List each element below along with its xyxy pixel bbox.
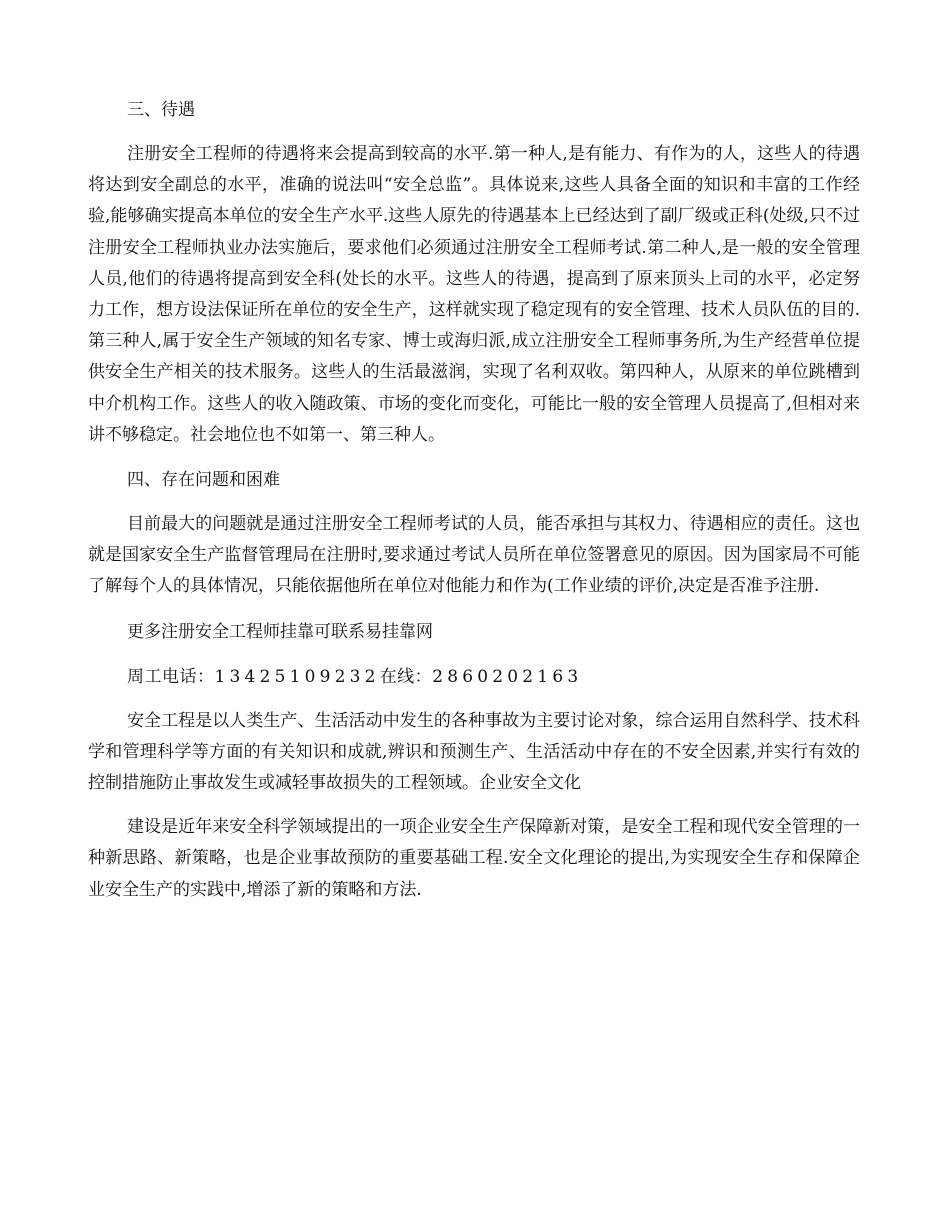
section-4-paragraph: 目前最大的问题就是通过注册安全工程师考试的人员，能否承担与其权力、待遇相应的责任。这也就是国家安全生产监督管理局在注册时,要求通过考试人员所在单位签署意见的原因。因为国家局不可能了解每个人的具体情况，只能依据他所在单位对他能力和作为(工作业绩的评价,决定是否准予注册.	[88, 514, 860, 597]
contact-line	[88, 661, 860, 693]
section-4-heading: 四、存在问题和困难	[127, 470, 280, 491]
document-page	[88, 94, 860, 919]
online-number: 2860202163	[432, 666, 583, 687]
body-paragraph-1: 安全工程是以人类生产、生活活动中发生的各种事故为主要讨论对象，综合运用自然科学、技术科学和管理科学等方面的有关知识和成就,辨识和预测生产、生活活动中存在的不安全因素,并实行有效的控制措施防止事故发生或减轻事故损失的工程领域。企业安全文化	[88, 710, 860, 794]
section-3-paragraph: 注册安全工程师的待遇将来会提高到较高的水平.第一种人,是有能力、有作为的人，这些人的待遇将达到安全副总的水平，准确的说法叫“安全总监”。具体说来,这些人具备全面的知识和丰富的工作经验,能够确实提高本单位的安全生产水平.这些人原先的待遇基本上已经达到了副厂级或正科(处级,只不过注册安全工程师执业办法实施后，要求他们必须通过注册安全工程师考试.第二种人,是一般的安全管理人员,他们的待遇将提高到安全科(处长的水平。这些人的待遇，提高到了原来顶头上司的水平，必定努力工作，想方设法保证所在单位的安全生产，这样就实现了稳定现有的安全管理、技术人员队伍的目的.第三种人,属于安全生产领域的知名专家、博士或海归派,成立注册安全工程师事务所,为生产经营单位提供安全生产相关的技术服务。这些人的生活最滋润，实现了名利双收。第四种人，从原来的单位跳槽到中介机构工作。这些人的收入随政策、市场的变化而变化，可能比一般的安全管理人员提高了,但相对来讲不够稳定。社会地位也不如第一、第三种人。	[88, 144, 860, 445]
phone-label: 周工电话：	[127, 666, 215, 687]
body-paragraph-2: 建设是近年来安全科学领域提出的一项企业安全生产保障新对策，是安全工程和现代安全管理的一种新思路、新策略，也是企业事故预防的重要基础工程.安全文化理论的提出,为实现安全生存和保障企业安全生产的实践中,增添了新的策略和方法.	[88, 817, 860, 900]
online-label: 在线：	[379, 666, 433, 687]
phone-number: 13425109232	[214, 666, 380, 687]
section-3-heading: 三、待遇	[127, 100, 195, 120]
promo-line: 更多注册安全工程师挂靠可联系易挂靠网	[127, 621, 433, 642]
